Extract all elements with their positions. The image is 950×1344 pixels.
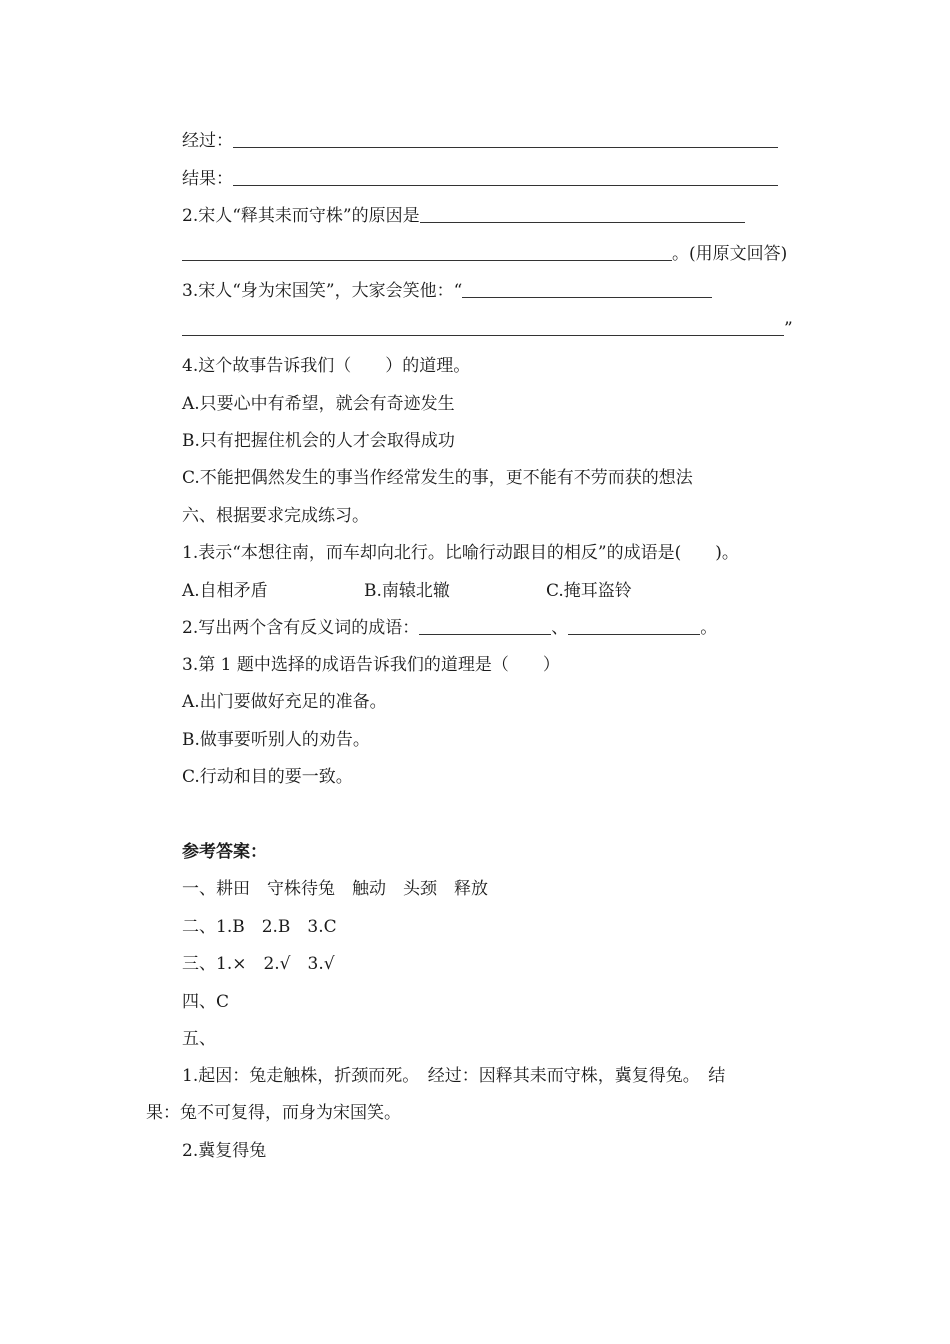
answer-2: 二、1.B 2.B 3.C [182, 917, 337, 937]
section6-q3-text: 3.第 1 题中选择的成语告诉我们的道理是（ ） [182, 655, 560, 675]
section6-q3-option-c: C.行动和目的要一致。 [182, 767, 353, 787]
section6-q1-option-a: A.自相矛盾 [182, 581, 268, 601]
section6-q2-blank-2[interactable] [568, 616, 700, 635]
q3-text: 3.宋人“身为宋国笑”，大家会笑他：“ [182, 281, 463, 301]
answer-5: 五、 [182, 1029, 216, 1049]
section6-q2-end: 。 [700, 618, 718, 638]
q4-option-b: B.只有把握住机会的人才会取得成功 [182, 431, 455, 451]
section6-q2-row [182, 613, 810, 643]
q4-text: 4.这个故事告诉我们（ ）的道理。 [182, 356, 471, 376]
q1-process-row [182, 126, 810, 156]
answer-3: 三、1.× 2.√ 3.√ [182, 954, 335, 974]
section6-heading: 六、根据要求完成练习。 [182, 506, 369, 526]
answer-5-2: 2.冀复得兔 [182, 1141, 267, 1161]
q3-row-2 [182, 314, 810, 344]
answer-1: 一、耕田 守株待兔 触动 头颈 释放 [182, 879, 488, 899]
q4-option-c: C.不能把偶然发生的事当作经常发生的事，更不能有不劳而获的想法 [182, 468, 693, 488]
q1-result-label: 结果： [182, 169, 233, 189]
section6-q1-option-c: C.掩耳盗铃 [546, 581, 632, 601]
q2-tail: 。(用原文回答) [672, 244, 788, 264]
q2-row-2 [182, 239, 820, 269]
q2-text: 2.宋人“释其耒而守株”的原因是 [182, 206, 420, 226]
section6-q2-sep: 、 [551, 618, 569, 638]
q2-row [182, 201, 810, 231]
section6-q2-blank-1[interactable] [419, 616, 551, 635]
section6-q3-option-b: B.做事要听别人的劝告。 [182, 730, 370, 750]
q3-blank-2[interactable] [182, 317, 784, 336]
q1-result-row [182, 164, 810, 194]
q3-row [182, 276, 810, 306]
section6-q2-text: 2.写出两个含有反义词的成语： [182, 618, 420, 638]
q2-blank-1[interactable] [420, 204, 745, 223]
q2-blank-2[interactable] [182, 242, 672, 261]
answer-5-1-line2: 果：兔不可复得，而身为宋国笑。 [146, 1103, 401, 1123]
answer-4: 四、C [182, 992, 230, 1012]
section6-q1-option-b: B.南辕北辙 [364, 581, 450, 601]
q3-tail: ” [784, 319, 793, 339]
section6-q1-text: 1.表示“本想往南，而车却向北行。比喻行动跟目的相反”的成语是( )。 [182, 543, 739, 563]
answer-5-1-line1: 1.起因：兔走触株，折颈而死。 经过：因释其耒而守株，冀复得兔。 结 [182, 1066, 726, 1086]
section6-q3-option-a: A.出门要做好充足的准备。 [182, 692, 387, 712]
q4-option-a: A.只要心中有希望，就会有奇迹发生 [182, 394, 455, 414]
q1-process-label: 经过： [182, 131, 233, 151]
q1-process-blank[interactable] [233, 129, 778, 148]
q1-result-blank[interactable] [233, 167, 778, 186]
section6-q1-options [182, 576, 810, 606]
answers-heading: 参考答案： [182, 842, 267, 862]
q3-blank-1[interactable] [462, 279, 712, 298]
